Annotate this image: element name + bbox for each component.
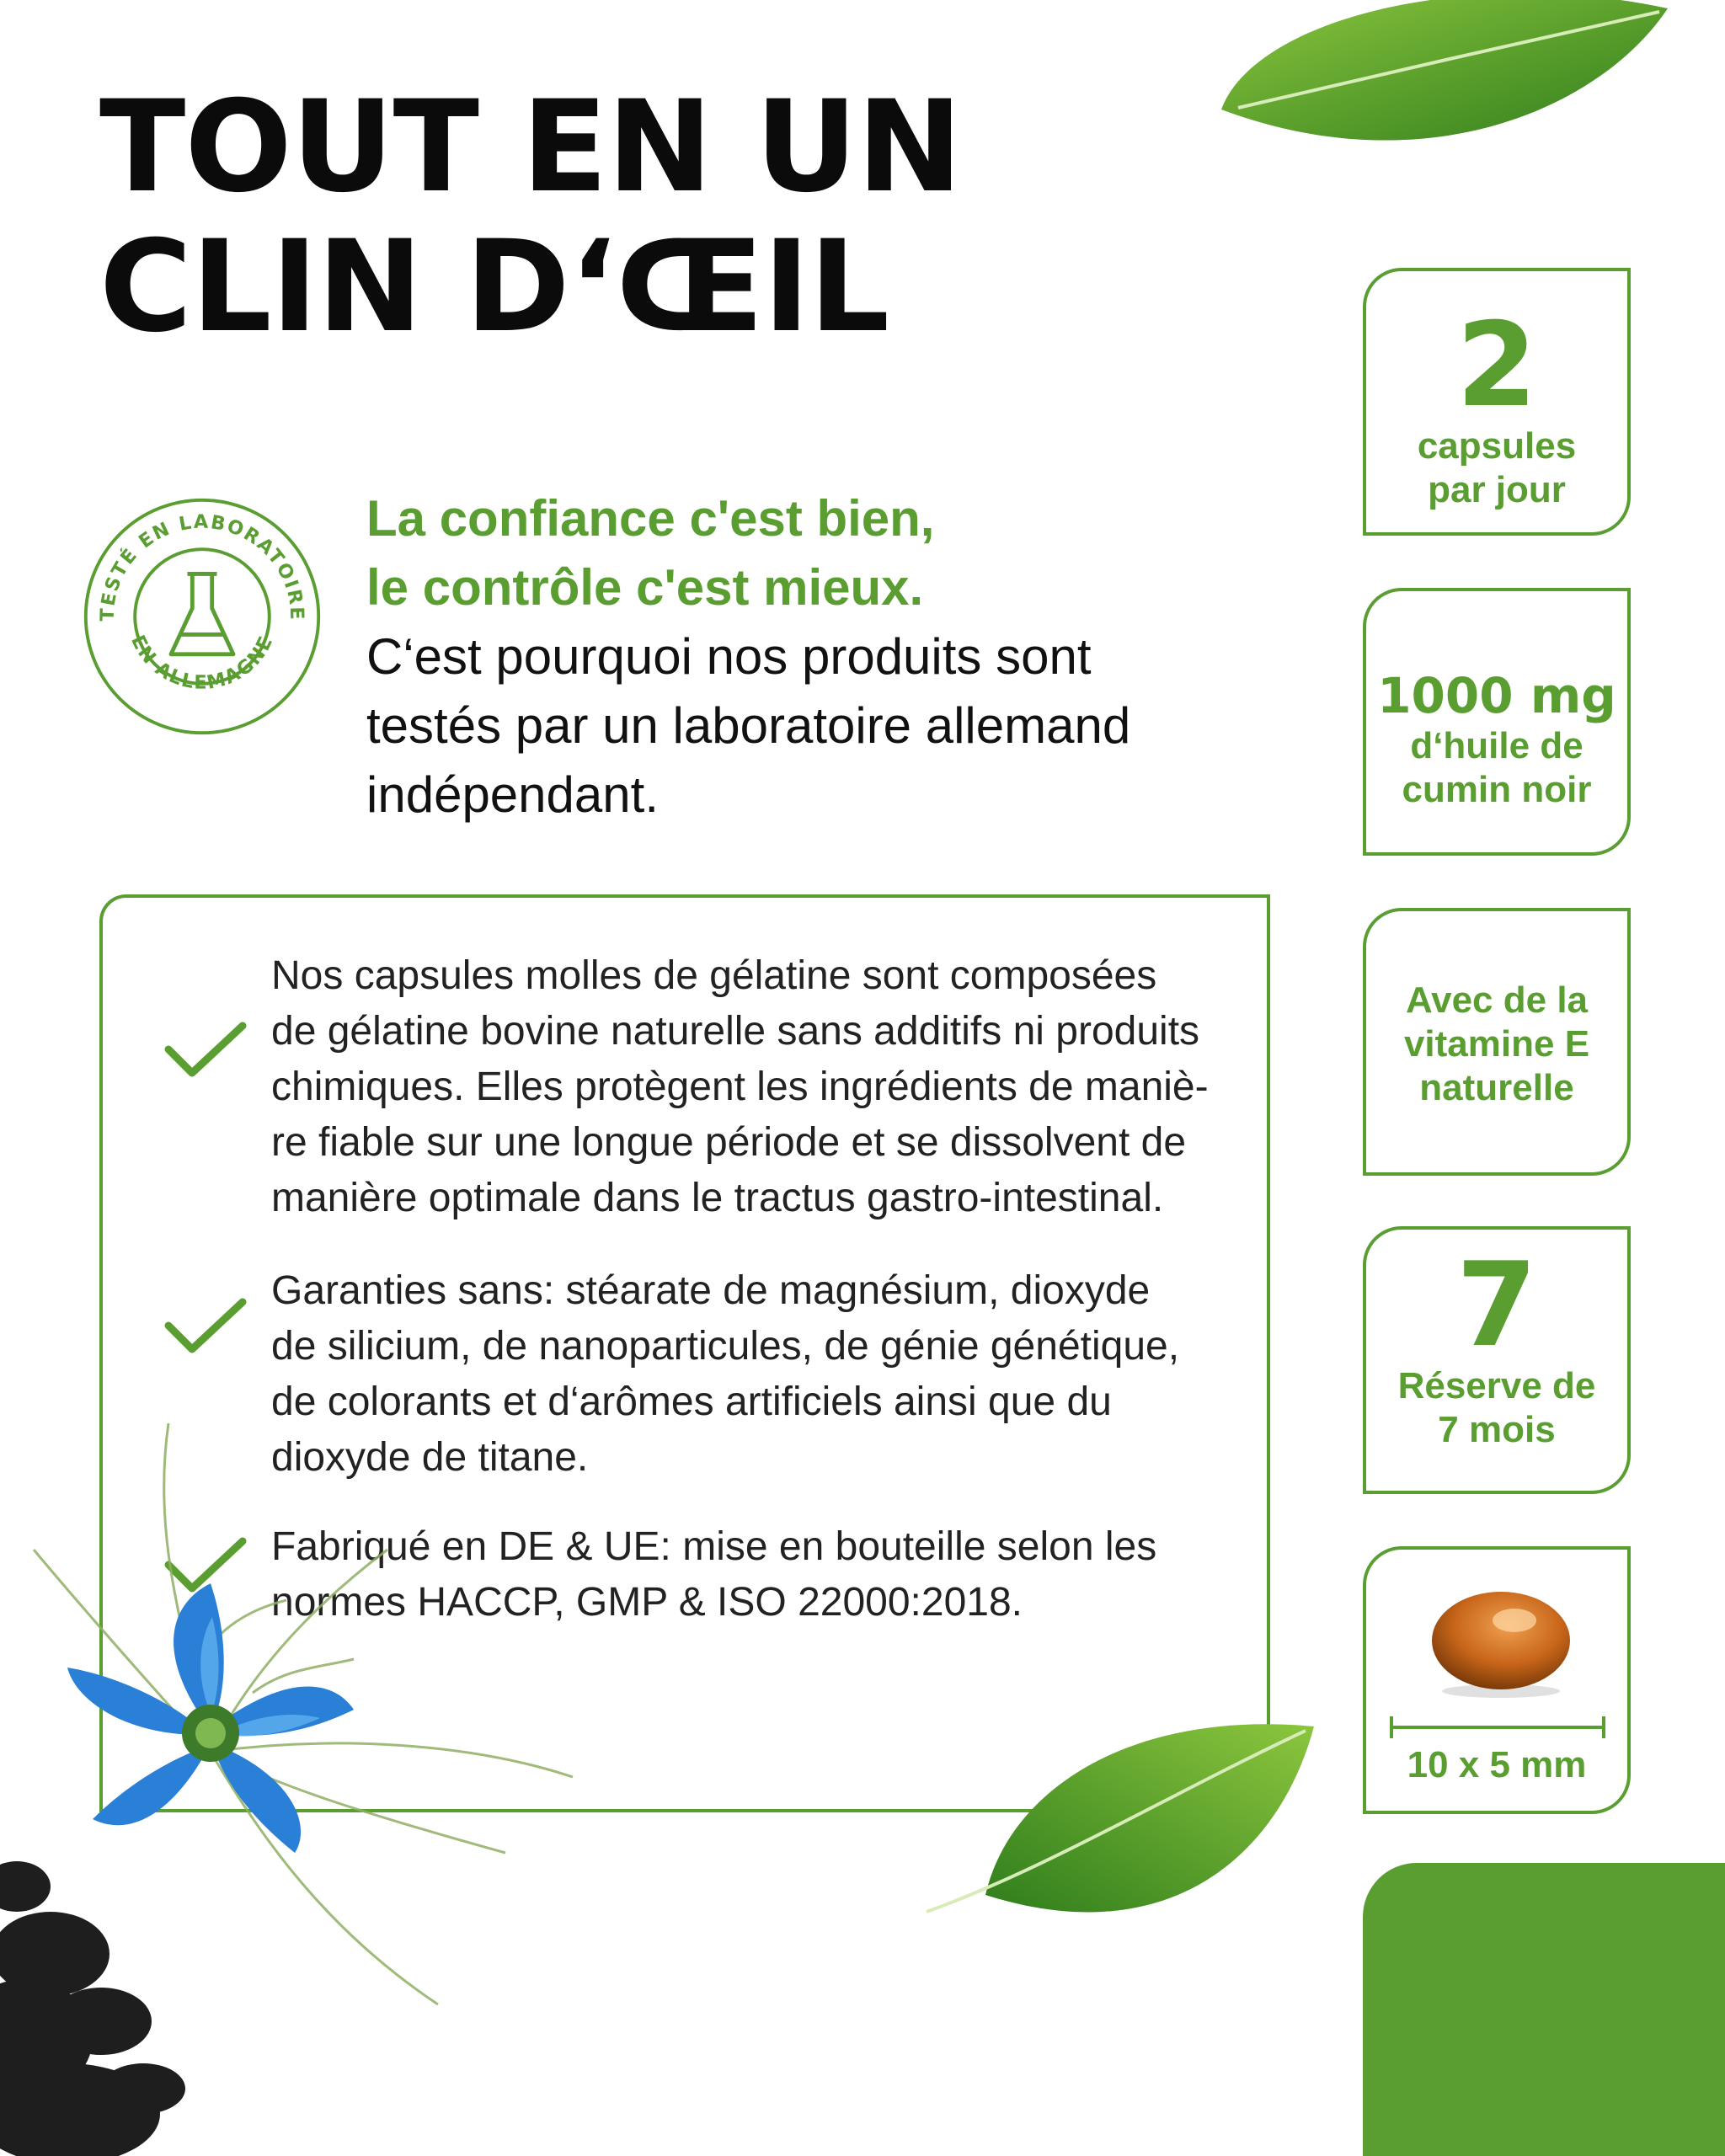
intro-text-line-2: testés par un laboratoire allemand	[366, 697, 1131, 754]
checkmark-icon	[163, 1297, 248, 1356]
reserve-number: 7	[1455, 1237, 1538, 1373]
dose-label: capsules par jour	[1417, 425, 1577, 510]
intro-heading-line-2: le contrôle c'est mieux.	[366, 559, 924, 616]
intro-text-line-1: C‘est pourquoi nos produits sont	[366, 628, 1092, 685]
lab-tested-badge	[79, 494, 325, 739]
card-oil-amount	[1363, 588, 1631, 856]
feature-text-manufacturing: Fabriqué en DE & UE: mise en bouteille selon les normes HACCP, GMP & ISO 22000:2018.	[271, 1524, 1157, 1625]
vitamin-label: Avec de la vitamine E naturelle	[1403, 979, 1590, 1108]
flask-icon	[171, 574, 233, 654]
dose-number: 2	[1455, 297, 1538, 433]
intro-block	[366, 484, 1242, 830]
capsule-image	[1425, 1583, 1577, 1701]
oil-label: d‘huile de cumin noir	[1402, 725, 1592, 810]
svg-text:EN ALLEMAGNE	[126, 632, 278, 694]
reserve-label: Réserve de 7 mois	[1397, 1365, 1596, 1450]
badge-top-text: TESTÉ EN LABORATOIRE	[96, 510, 308, 622]
dimension-line-icon	[1390, 1715, 1605, 1740]
card-reserve	[1363, 1226, 1631, 1494]
feature-text-gelatin: Nos capsules molles de gélatine sont composées de gélatine bovine naturelle sans additifs ni produits chimiques. Elles protègent les ingrédients de maniè- re fiable sur une longue période et se dissolvent de manière optimale dans le tractus gastro-intestinal.	[271, 953, 1209, 1220]
badge-bottom-text: EN ALLEMAGNE	[126, 632, 278, 694]
oil-amount: 1000 mg	[1377, 667, 1616, 724]
card-daily-dose	[1363, 268, 1631, 536]
intro-heading-line-1: La confiance c'est bien,	[366, 490, 935, 547]
title-line-1: TOUT EN UN	[99, 74, 962, 221]
checkmark-icon	[163, 1021, 248, 1080]
title-line-2: CLIN D‘ŒIL	[99, 214, 889, 360]
leaf-image-top	[1204, 0, 1676, 168]
leaf-image-bottom	[918, 1684, 1322, 1962]
nigella-flower-image	[0, 1415, 590, 2156]
capsule-size-label: 10 x 5 mm	[1407, 1744, 1587, 1785]
green-corner-block	[1363, 1863, 1725, 2156]
card-capsule-size	[1363, 1546, 1631, 1814]
intro-text-line-3: indépendant.	[366, 766, 659, 823]
card-vitamin-e	[1363, 908, 1631, 1176]
page-title	[99, 74, 962, 360]
feature-text-guarantees: Garanties sans: stéarate de magnésium, dioxyde de silicium, de nanoparticules, de génie génétique, de colorants et d‘arômes artificiels ainsi que du dioxyde de titane.	[271, 1268, 1180, 1480]
